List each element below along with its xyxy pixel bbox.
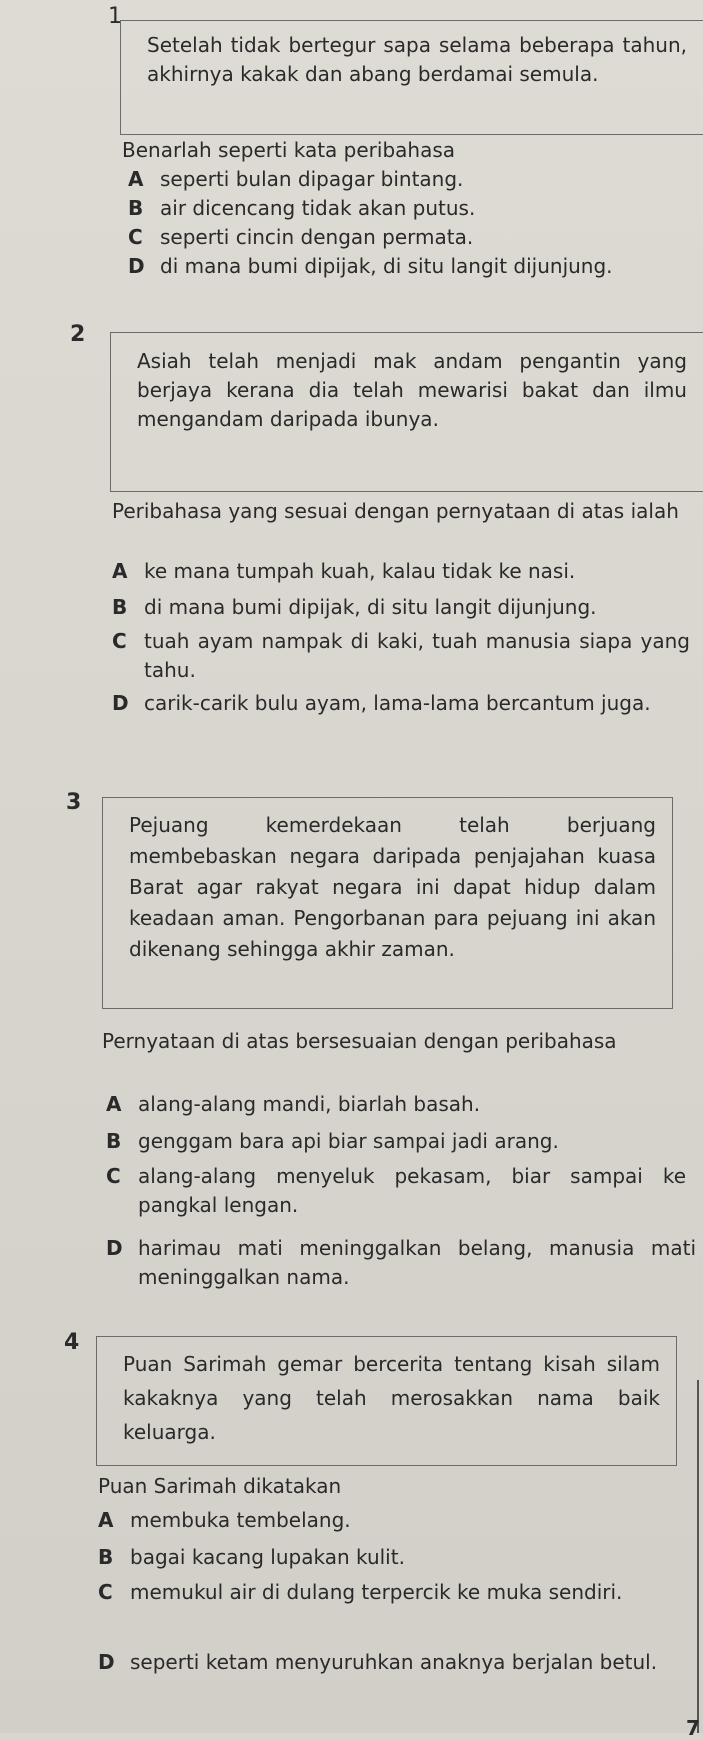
- option-letter: D: [98, 1650, 115, 1674]
- question-2-option-b[interactable]: [112, 593, 702, 622]
- question-4-option-a[interactable]: [98, 1506, 676, 1535]
- question-1-option-c[interactable]: [128, 223, 688, 252]
- option-text: memukul air di dulang terpercik ke muka sendiri.: [130, 1580, 623, 1604]
- option-letter: D: [106, 1236, 123, 1260]
- option-letter: A: [112, 559, 128, 583]
- option-text: ke mana tumpah kuah, kalau tidak ke nasi.: [144, 559, 576, 583]
- option-text: seperti bulan dipagar bintang.: [160, 167, 464, 191]
- option-text: carik-carik bulu ayam, lama-lama bercantum juga.: [144, 691, 651, 715]
- option-letter: B: [112, 595, 128, 619]
- question-3-option-d[interactable]: [106, 1234, 696, 1292]
- question-1-stem: Benarlah seperti kata peribahasa: [122, 138, 456, 162]
- option-letter: B: [98, 1545, 114, 1569]
- question-4-option-b[interactable]: [98, 1543, 676, 1572]
- option-letter: A: [98, 1508, 114, 1532]
- question-3-number: 3: [66, 790, 82, 815]
- question-2-option-d[interactable]: [112, 689, 690, 718]
- option-text: genggam bara api biar sampai jadi arang.: [138, 1129, 559, 1153]
- option-letter: D: [112, 691, 129, 715]
- question-4-option-d[interactable]: [98, 1648, 683, 1677]
- option-text: bagai kacang lupakan kulit.: [130, 1545, 405, 1569]
- option-letter: A: [128, 167, 144, 191]
- question-1-option-b[interactable]: [128, 194, 688, 223]
- page-edge-line: [697, 1380, 699, 1733]
- option-text: air dicencang tidak akan putus.: [160, 196, 476, 220]
- question-2-stem: Peribahasa yang sesuai dengan pernyataan di atas ialah: [112, 499, 679, 523]
- question-1-option-a[interactable]: [128, 165, 688, 194]
- question-4-number: 4: [64, 1330, 80, 1355]
- question-2-passage: Asiah telah menjadi mak andam pengantin yang berjaya kerana dia telah mewarisi bakat dan ilmu mengandam daripada ibunya.: [110, 332, 703, 492]
- option-text: membuka tembelang.: [130, 1508, 351, 1532]
- question-2-option-c[interactable]: [112, 627, 690, 685]
- option-letter: B: [128, 196, 144, 220]
- option-letter: C: [128, 225, 143, 249]
- question-4-passage: Puan Sarimah gemar bercerita tentang kisah silam kakaknya yang telah merosakkan nama baik keluarga.: [96, 1336, 677, 1466]
- question-3-stem: Pernyataan di atas bersesuaian dengan peribahasa: [102, 1029, 617, 1053]
- option-letter: C: [112, 629, 127, 653]
- page-number-fragment: 7: [686, 1716, 700, 1740]
- option-letter: B: [106, 1129, 122, 1153]
- question-4-stem: Puan Sarimah dikatakan: [98, 1474, 342, 1498]
- question-1-option-d[interactable]: [128, 252, 703, 281]
- option-text: alang-alang mandi, biarlah basah.: [138, 1092, 481, 1116]
- question-1-passage: Setelah tidak bertegur sapa selama beberapa tahun, akhirnya kakak dan abang berdamai semula.: [120, 20, 703, 135]
- option-letter: C: [106, 1164, 121, 1188]
- option-text: di mana bumi dipijak, di situ langit dijunjung.: [160, 254, 613, 278]
- option-text: tuah ayam nampak di kaki, tuah manusia siapa yang tahu.: [144, 629, 690, 682]
- question-1-number: 1: [108, 4, 122, 29]
- question-3-option-b[interactable]: [106, 1127, 686, 1156]
- option-text: di mana bumi dipijak, di situ langit dijunjung.: [144, 595, 597, 619]
- question-3-option-a[interactable]: [106, 1090, 686, 1119]
- question-2-option-a[interactable]: [112, 557, 690, 586]
- option-text: alang-alang menyeluk pekasam, biar sampai ke pangkal lengan.: [138, 1164, 686, 1217]
- option-letter: A: [106, 1092, 122, 1116]
- option-text: seperti ketam menyuruhkan anaknya berjalan betul.: [130, 1650, 658, 1674]
- question-4-option-c[interactable]: [98, 1578, 683, 1607]
- question-2-number: 2: [70, 322, 86, 347]
- question-3-option-c[interactable]: [106, 1162, 686, 1220]
- option-letter: C: [98, 1580, 113, 1604]
- option-text: harimau mati meninggalkan belang, manusia mati meninggalkan nama.: [138, 1236, 696, 1289]
- option-letter: D: [128, 254, 145, 278]
- question-3-passage: Pejuang kemerdekaan telah berjuang membebaskan negara daripada penjajahan kuasa Barat agar rakyat negara ini dapat hidup dalam keadaan aman. Pengorbanan para pejuang ini akan dikenang sehingga akhir zaman.: [102, 797, 673, 1009]
- option-text: seperti cincin dengan permata.: [160, 225, 474, 249]
